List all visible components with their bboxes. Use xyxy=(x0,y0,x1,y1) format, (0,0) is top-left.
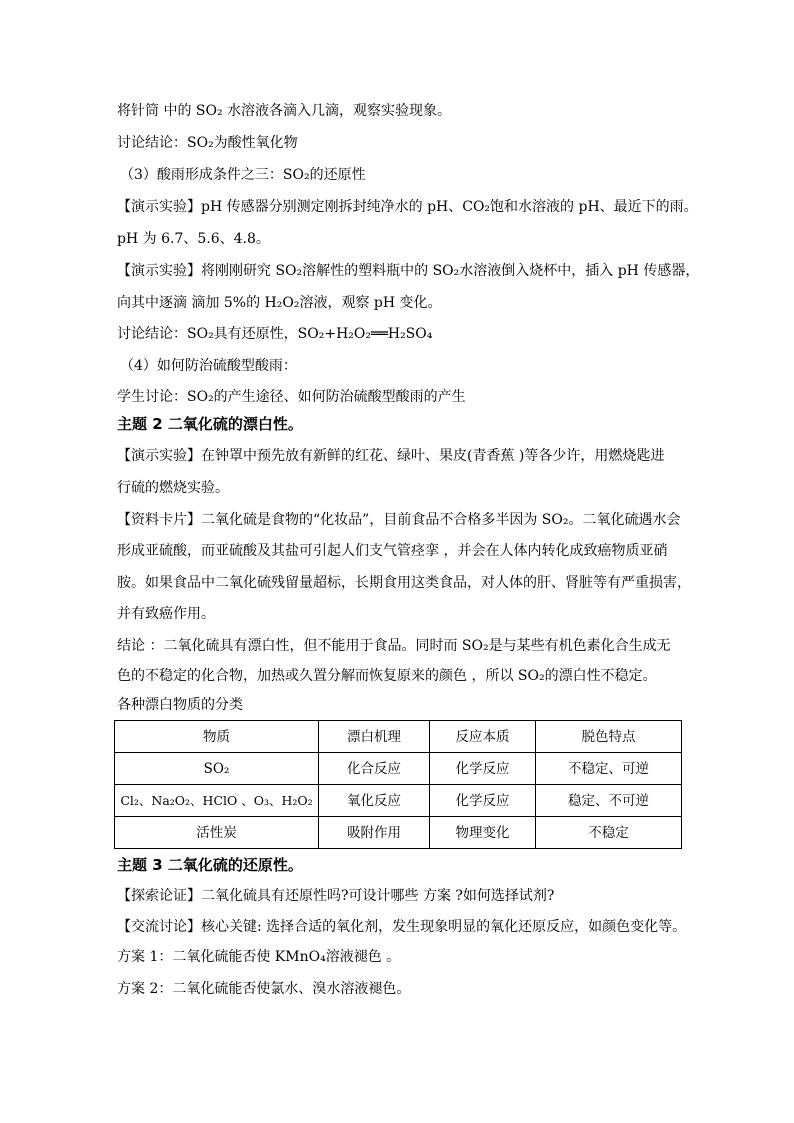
text-line: 行硫的燃烧实验。 xyxy=(117,480,229,496)
table-cell: 活性炭 xyxy=(115,817,319,849)
table-cell: 物理变化 xyxy=(430,817,536,849)
table-cell: 不稳定、可逆 xyxy=(536,753,682,785)
text-line: 【演示实验】pH 传感器分别测定刚拆封纯净水的 pH、CO₂饱和水溶液的 pH、最近下的雨。 xyxy=(117,199,698,215)
text-line: 讨论结论：SO₂具有还原性，SO₂+H₂O₂══H₂SO₄ xyxy=(117,326,433,342)
table-cell: 氧化反应 xyxy=(319,785,430,817)
text-line: 【演示实验】将刚刚研究 SO₂溶解性的塑料瓶中的 SO₂水溶液倒入烧杯中，插入 pH 传感器， xyxy=(117,263,700,279)
text-line: （3）酸雨形成条件之三：SO₂的还原性 xyxy=(120,167,366,183)
text-line: 讨论结论：SO₂为酸性氧化物 xyxy=(117,135,298,151)
section-heading: 主题 2 二氧化硫的漂白性。 xyxy=(117,415,303,433)
table-cell: 稳定、不可逆 xyxy=(536,785,682,817)
table-header-cell: 物质 xyxy=(115,721,319,753)
bleaching-substances-table xyxy=(114,720,682,849)
section-heading: 主题 3 二氧化硫的还原性。 xyxy=(117,856,303,874)
text-line: （4）如何防治硫酸型酸雨： xyxy=(120,358,297,374)
table-row xyxy=(115,817,682,849)
table-header-cell: 脱色特点 xyxy=(536,721,682,753)
table-cell: 化合反应 xyxy=(319,753,430,785)
table-header-cell: 反应本质 xyxy=(430,721,536,753)
text-line: 结论 ：二氧化硫具有漂白性，但不能用于食品。同时而 SO₂是与某些有机色素化合生成无 xyxy=(117,638,671,654)
text-line: 并有致癌作用。 xyxy=(117,606,215,622)
text-line: pH 为 6.7、5.6、4.8。 xyxy=(117,231,270,247)
text-line: 将针筒 中的 SO₂ 水溶液各滴入几滴，观察实验现象。 xyxy=(117,103,452,119)
table-cell: 化学反应 xyxy=(430,753,536,785)
text-line: 【资料卡片】二氧化硫是食物的“化妆品”，目前食品不合格多半因为 SO₂。二氧化硫遇水会 xyxy=(117,512,681,528)
table-cell: SO₂ xyxy=(115,753,319,785)
text-line: 【交流讨论】核心关键: 选择合适的氧化剂，发生现象明显的氧化还原反应，如颜色变化等。 xyxy=(117,919,687,935)
table-row xyxy=(115,753,682,785)
text-line: 【演示实验】在钟罩中预先放有新鲜的红花、绿叶、果皮(青香蕉 )等各少许，用燃烧匙进 xyxy=(117,448,665,464)
table-header-cell: 漂白机理 xyxy=(319,721,430,753)
text-line: 【探索论证】二氧化硫具有还原性吗?可设计哪些 方案 ?如何选择试剂? xyxy=(117,888,555,904)
text-line: 胺。如果食品中二氧化硫残留量超标，长期食用这类食品，对人体的肝、肾脏等有严重损害， xyxy=(117,575,691,591)
table-row xyxy=(115,785,682,817)
table-cell: 吸附作用 xyxy=(319,817,430,849)
text-line: 方案 1：二氧化硫能否使 KMnO₄溶液褪色 。 xyxy=(117,949,401,965)
table-caption: 各种漂白物质的分类 xyxy=(117,697,243,713)
text-line: 形成亚硫酸，而亚硫酸及其盐可引起人们支气管痉挛 ，并会在人体内转化成致癌物质亚硝 xyxy=(117,543,668,559)
table-cell: 不稳定 xyxy=(536,817,682,849)
text-line: 学生讨论：SO₂的产生途径、如何防治硫酸型酸雨的产生 xyxy=(117,389,466,405)
table-cell: Cl₂、Na₂O₂、HClO 、O₃、H₂O₂ xyxy=(115,785,319,817)
text-line: 方案 2：二氧化硫能否使氯水、溴水溶液褪色。 xyxy=(117,981,411,997)
text-line: 色的不稳定的化合物，加热或久置分解而恢复原来的颜色 ，所以 SO₂的漂白性不稳定。 xyxy=(117,668,657,684)
table-cell: 化学反应 xyxy=(430,785,536,817)
text-line: 向其中逐滴 滴加 5%的 H₂O₂溶液，观察 pH 变化。 xyxy=(117,295,442,311)
table-header-row xyxy=(115,721,682,753)
